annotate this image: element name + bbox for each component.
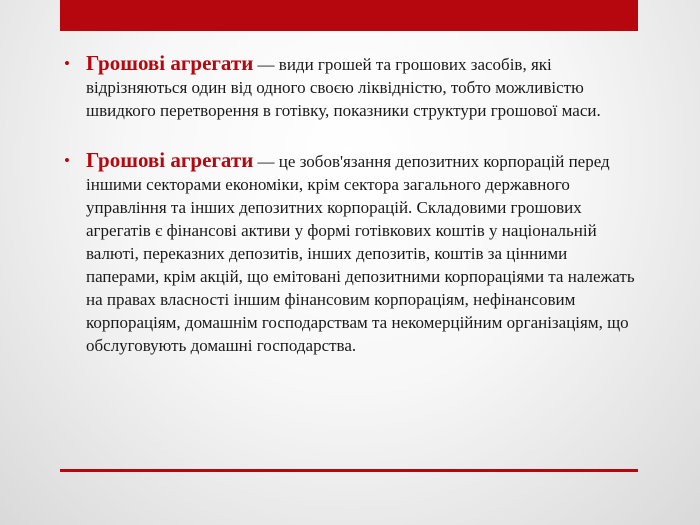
bottom-divider [60, 469, 638, 472]
term-heading: Грошові агрегати [86, 51, 254, 75]
top-accent-bar [60, 0, 638, 31]
bullet-icon: • [64, 54, 70, 73]
definition-text: — види грошей та грошових засобів, які відрізняються один від одного своєю ліквідністю, тобто можливістю швидкого перетворення в готівку, показники структури грошової маси. [86, 55, 601, 120]
slide-content [62, 52, 640, 357]
bullet-item-2 [62, 149, 640, 357]
term-heading: Грошові агрегати [86, 148, 254, 172]
definition-text: — це зобов'язання депозитних корпорацій перед іншими секторами економіки, крім сектора загального державного управління та інших депозитних корпорацій. Складовими грошових агрегатів є фінансові активи у формі готівкових коштів у національній валюті, переказних депозитів, інших депозитів, коштів за цінними паперами, крім акцій, що емітовані депозитними корпораціями та належать на правах власності іншим фінансовим корпораціям, нефінансовим корпораціям, домашнім господарствам та некомерційним організаціям, що обслуговують домашні господарства. [86, 152, 635, 355]
bullet-icon: • [64, 151, 70, 170]
bullet-item-1 [62, 52, 640, 122]
